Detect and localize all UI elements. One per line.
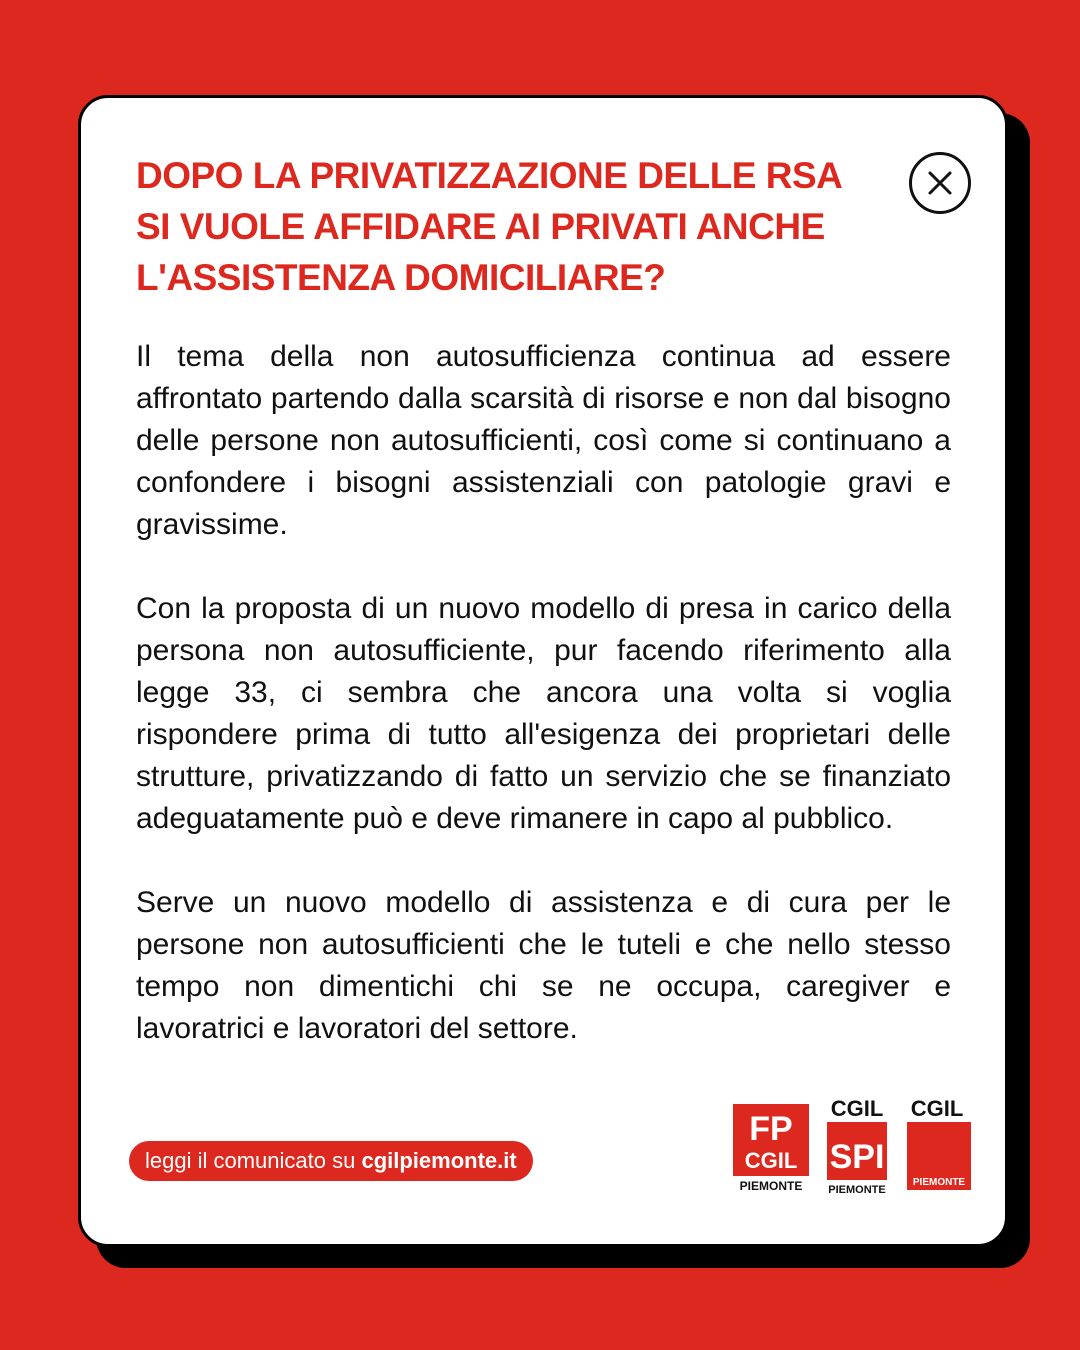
- link-site: cgilpiemonte.it: [361, 1148, 517, 1173]
- headline: DOPO LA PRIVATIZZAZIONE DELLE RSA SI VUOLE AFFIDARE AI PRIVATI ANCHE L'ASSISTENZA DOMICILIARE?: [136, 155, 841, 298]
- popup-card: [78, 95, 1008, 1247]
- communique-link[interactable]: [129, 1141, 533, 1181]
- spi-logo-line1: CGIL: [830, 1096, 884, 1121]
- body-text: [136, 336, 951, 1050]
- spi-logo-line3: PIEMONTE: [828, 1184, 886, 1196]
- paragraph-3: Serve un nuovo modello di assistenza e di cura per le persone non autosufficienti che le tuteli e che nello stesso tempo non dimentichi chi se ne occupa, caregiver e lavoratrici e lavoratori del settore.: [136, 886, 951, 1045]
- close-x-icon: [925, 168, 955, 198]
- spi-cgil-piemonte-logo: [821, 1096, 893, 1196]
- cgil-logo-line2: PIEMONTE: [912, 1177, 966, 1188]
- cgil-logo-line1: CGIL: [910, 1096, 964, 1121]
- paragraph-2: Con la proposta di un nuovo modello di presa in carico della persona non autosufficiente, pur facendo riferimento alla legge 33, ci sembra che ancora una volta si voglia rispondere prima di tutto all'esigenza dei proprietari delle strutture, privatizzando di fatto un servizio che se finanziato adeguatamente può e deve rimanere in capo al pubblico.: [136, 592, 951, 835]
- paragraph-1: Il tema della non autosufficienza continua ad essere affrontato partendo dalla scarsità di risorse e non dal bisogno delle persone non autosufficienti, così come si continuano a confondere i bisogni assistenziali con patologie gravi e gravissime.: [136, 340, 951, 541]
- link-prefix: leggi il comunicato su: [145, 1148, 362, 1173]
- fp-logo-line2: CGIL: [744, 1148, 798, 1173]
- fp-cgil-piemonte-logo: [733, 1104, 809, 1194]
- close-button[interactable]: [909, 152, 971, 214]
- cgil-piemonte-logo: [901, 1096, 973, 1192]
- spi-logo-line2: SPI: [829, 1138, 885, 1176]
- fp-logo-line1: FP: [749, 1110, 793, 1148]
- fp-logo-line3: PIEMONTE: [739, 1179, 803, 1193]
